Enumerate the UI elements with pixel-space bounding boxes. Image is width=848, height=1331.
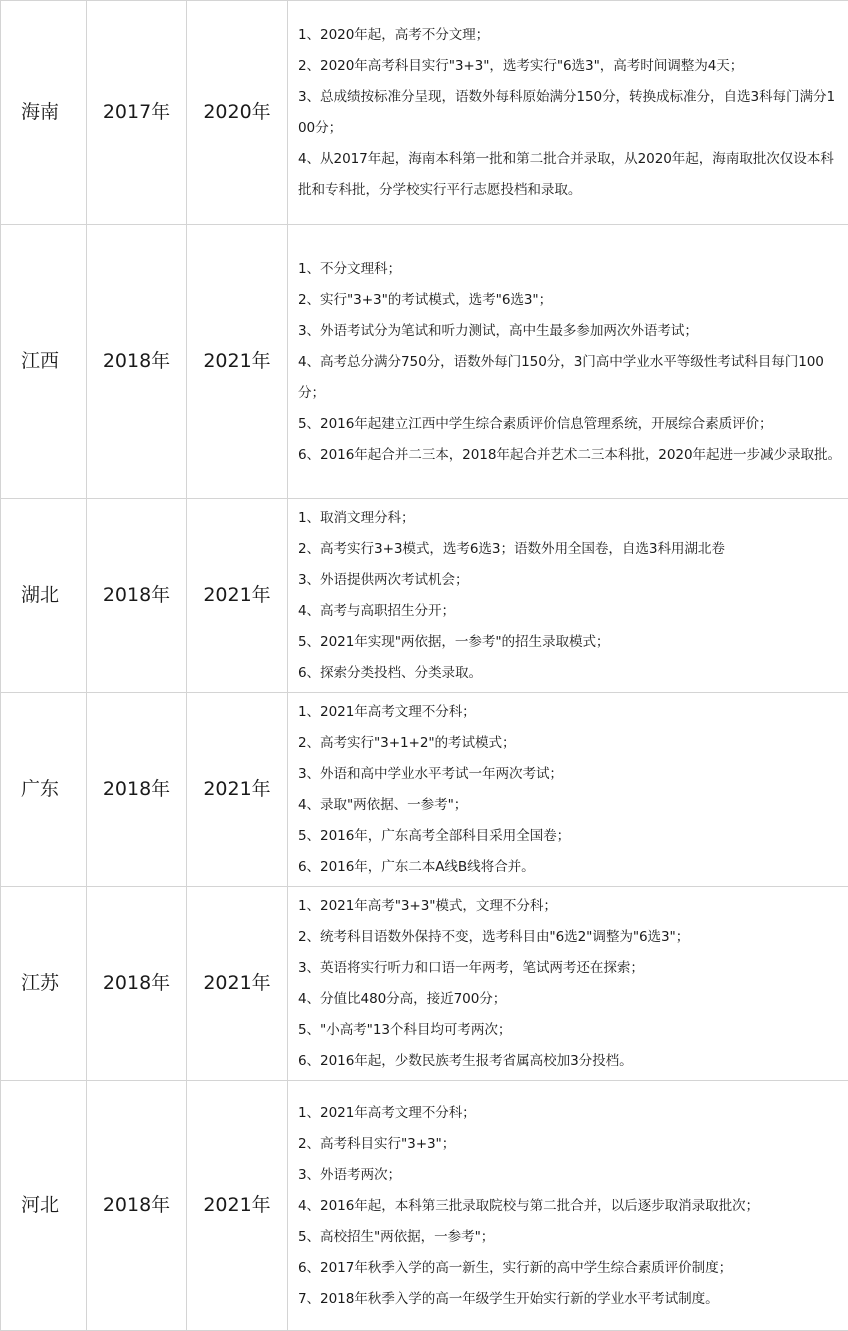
reform-details-list [288,499,848,692]
reform-detail-item: 6、2016年起，少数民族考生报考省属高校加3分投档。 [298,1046,842,1077]
implementation-year-cell: 2021年 [187,887,288,1081]
reform-detail-item: 4、从2017年起，海南本科第一批和第二批合并录取，从2020年起，海南取批次仅设本科批和专科批，分学校实行平行志愿投档和录取。 [298,144,842,206]
table-row [1,693,848,887]
reform-detail-item: 6、2016年起合并二三本，2018年起合并艺术二三本科批，2020年起进一步减少录取批。 [298,440,842,471]
reform-details-cell [288,1081,848,1331]
implementation-year-cell: 2021年 [187,225,288,499]
reform-detail-item: 4、高考与高职招生分开； [298,596,842,627]
reform-detail-item: 4、录取"两依据、一参考"； [298,790,842,821]
reform-detail-item: 3、总成绩按标准分呈现，语数外每科原始满分150分，转换成标准分，自选3科每门满分100分； [298,82,842,144]
reform-detail-item: 5、2021年实现"两依据，一参考"的招生录取模式； [298,627,842,658]
reform-detail-item: 2、实行"3+3"的考试模式，选考"6选3"； [298,285,842,316]
province-cell: 河北 [1,1081,87,1331]
reform-detail-item: 3、外语提供两次考试机会； [298,565,842,596]
reform-detail-item: 4、高考总分满分750分，语数外每门150分，3门高中学业水平等级性考试科目每门100分； [298,347,842,409]
province-cell: 江西 [1,225,87,499]
reform-detail-item: 2、高考实行"3+1+2"的考试模式； [298,728,842,759]
reform-details-list [288,887,848,1080]
implementation-year-cell: 2020年 [187,1,288,225]
reform-details-list [288,1094,848,1318]
reform-detail-item: 1、2021年高考文理不分科； [298,1098,842,1129]
reform-detail-item: 6、2016年，广东二本A线B线将合并。 [298,852,842,883]
reform-detail-item: 2、统考科目语数外保持不变，选考科目由"6选2"调整为"6选3"； [298,922,842,953]
table-row [1,225,848,499]
start-year-cell: 2018年 [87,693,187,887]
reform-details-cell [288,887,848,1081]
reform-detail-item: 4、分值比480分高，接近700分； [298,984,842,1015]
table-body [1,1,848,1331]
province-cell: 江苏 [1,887,87,1081]
reform-details-list [288,250,848,474]
start-year-cell: 2017年 [87,1,187,225]
reform-detail-item: 5、高校招生"两依据，一参考"； [298,1222,842,1253]
province-cell: 广东 [1,693,87,887]
start-year-cell: 2018年 [87,1081,187,1331]
reform-detail-item: 1、取消文理分科； [298,503,842,534]
reform-detail-item: 2、高考实行3+3模式，选考6选3；语数外用全国卷，自选3科用湖北卷 [298,534,842,565]
province-cell: 海南 [1,1,87,225]
reform-detail-item: 1、2021年高考"3+3"模式，文理不分科； [298,891,842,922]
reform-detail-item: 6、探索分类投档、分类录取。 [298,658,842,689]
table-row [1,887,848,1081]
table-row [1,499,848,693]
table-row [1,1081,848,1331]
start-year-cell: 2018年 [87,887,187,1081]
reform-detail-item: 1、2021年高考文理不分科； [298,697,842,728]
reform-details-cell [288,225,848,499]
reform-detail-item: 5、"小高考"13个科目均可考两次； [298,1015,842,1046]
reform-detail-item: 2、高考科目实行"3+3"； [298,1129,842,1160]
reform-details-list [288,693,848,886]
reform-details-cell [288,499,848,693]
table-row [1,1,848,225]
reform-details-cell [288,693,848,887]
province-cell: 湖北 [1,499,87,693]
implementation-year-cell: 2021年 [187,499,288,693]
reform-details-list [288,16,848,209]
reform-detail-item: 4、2016年起，本科第三批录取院校与第二批合并，以后逐步取消录取批次； [298,1191,842,1222]
implementation-year-cell: 2021年 [187,693,288,887]
reform-detail-item: 3、外语考两次； [298,1160,842,1191]
reform-detail-item: 1、不分文理科； [298,254,842,285]
reform-detail-item: 5、2016年起建立江西中学生综合素质评价信息管理系统，开展综合素质评价； [298,409,842,440]
reform-detail-item: 7、2018年秋季入学的高一年级学生开始实行新的学业水平考试制度。 [298,1284,842,1315]
reform-detail-item: 3、外语考试分为笔试和听力测试，高中生最多参加两次外语考试； [298,316,842,347]
reform-detail-item: 6、2017年秋季入学的高一新生，实行新的高中学生综合素质评价制度； [298,1253,842,1284]
reform-detail-item: 3、外语和高中学业水平考试一年两次考试； [298,759,842,790]
implementation-year-cell: 2021年 [187,1081,288,1331]
reform-detail-item: 3、英语将实行听力和口语一年两考，笔试两考还在探索； [298,953,842,984]
reform-detail-item: 5、2016年，广东高考全部科目采用全国卷； [298,821,842,852]
start-year-cell: 2018年 [87,225,187,499]
start-year-cell: 2018年 [87,499,187,693]
reform-details-cell [288,1,848,225]
reform-detail-item: 2、2020年高考科目实行"3+3"，选考实行"6选3"，高考时间调整为4天； [298,51,842,82]
reform-detail-item: 1、2020年起，高考不分文理； [298,20,842,51]
